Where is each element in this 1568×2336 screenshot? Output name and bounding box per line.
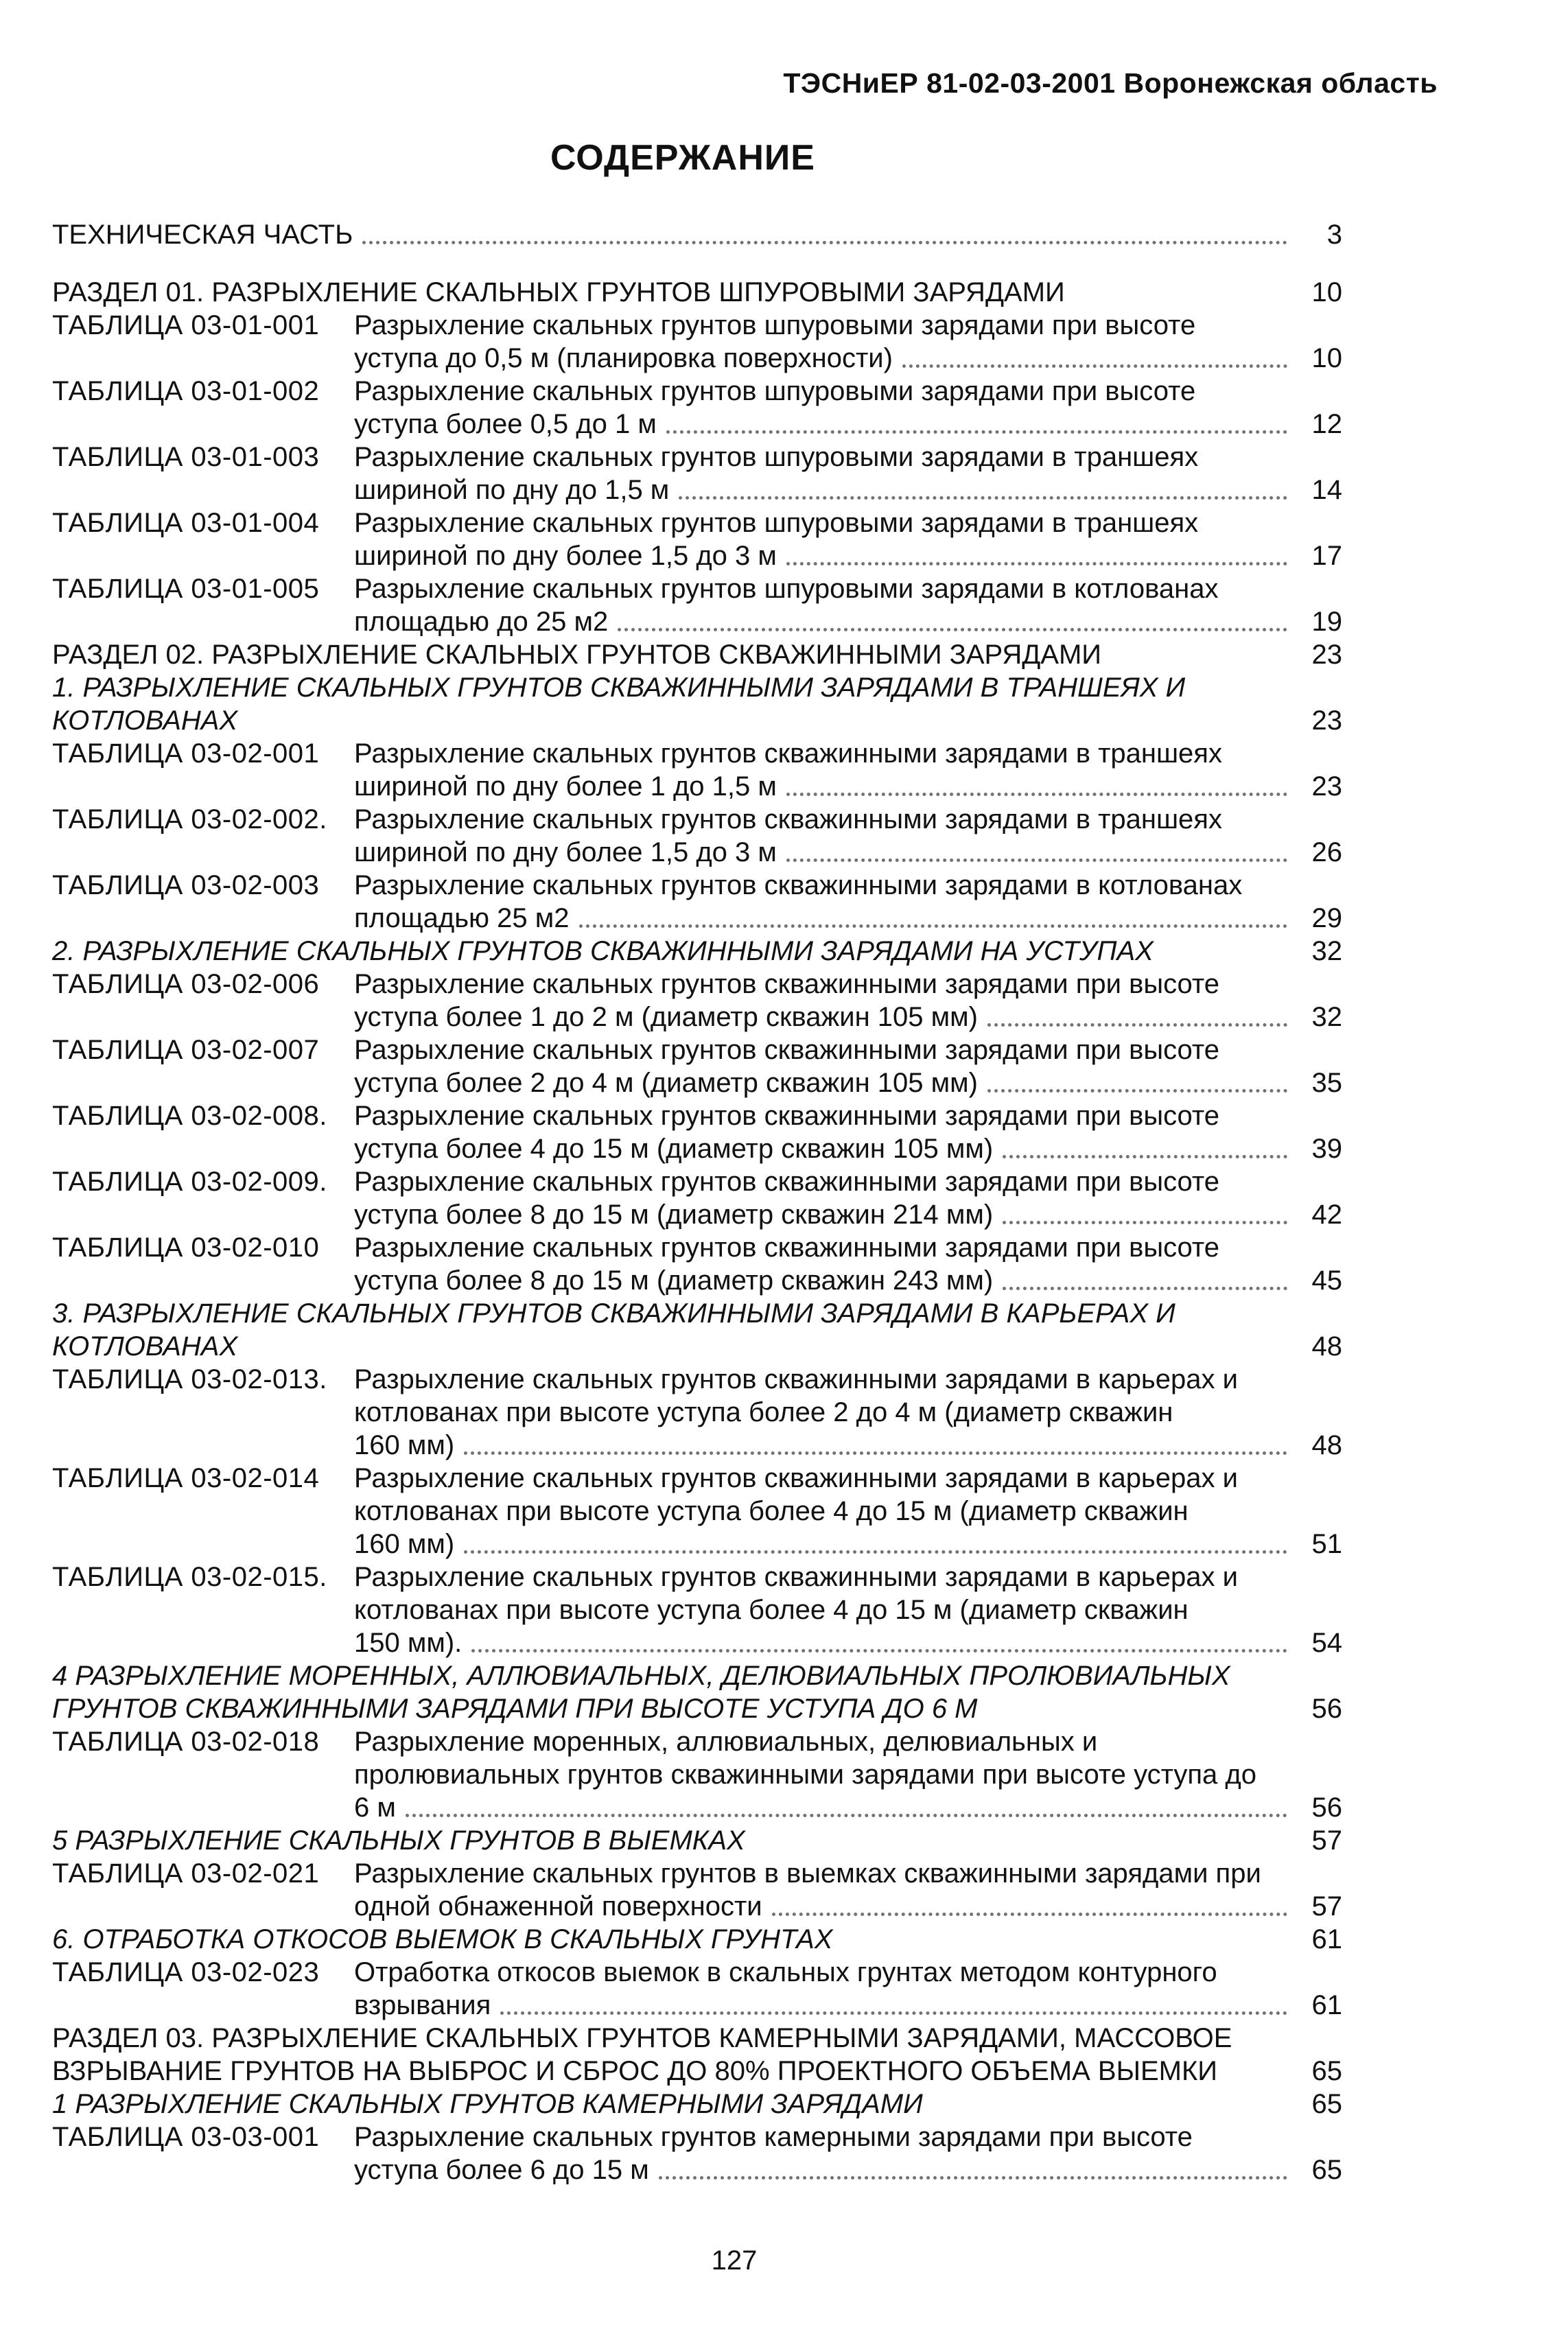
toc-row — [52, 375, 1342, 441]
dot-leader — [659, 2176, 1287, 2180]
table-title-line: Разрыхление скальных грунтов скважинными зарядами в траншеях — [354, 804, 1222, 834]
table-entry — [354, 441, 1342, 506]
table-entry — [354, 737, 1342, 803]
toc-entry-text: 160 мм) — [354, 1529, 455, 1559]
toc-page-number: 42 — [1311, 1200, 1342, 1230]
toc-page-number: 23 — [1311, 771, 1342, 802]
toc-entry-text: 6. ОТРАБОТКА ОТКОСОВ ВЫЕМОК В СКАЛЬНЫХ ГРУНТАХ — [52, 1924, 833, 1954]
subsection-heading — [52, 671, 1342, 737]
table-label: ТАБЛИЦА 03-02-006 — [52, 969, 320, 999]
table-entry — [354, 1725, 1342, 1824]
table-entry — [354, 506, 1342, 572]
dot-leader — [464, 1451, 1287, 1455]
toc-page-number: 29 — [1311, 903, 1342, 933]
subsection-heading-line: 3. РАЗРЫХЛЕНИЕ СКАЛЬНЫХ ГРУНТОВ СКВАЖИННЫМИ ЗАРЯДАМИ В КАРЬЕРАХ И — [52, 1298, 1175, 1329]
table-label: ТАБЛИЦА 03-02-007 — [52, 1035, 320, 1065]
table-label: ТАБЛИЦА 03-02-018 — [52, 1727, 320, 1757]
toc-row — [52, 803, 1342, 869]
toc-last-line — [354, 1989, 1342, 2022]
table-entry — [354, 375, 1342, 441]
toc-page-number: 14 — [1311, 475, 1342, 505]
table-title-line: Разрыхление скальных грунтов в выемках скважинными зарядами при — [354, 1858, 1261, 1889]
toc-line — [52, 1923, 1342, 1956]
toc-line — [52, 935, 1342, 968]
toc-row — [52, 1165, 1342, 1231]
toc-page-number: 61 — [1311, 1924, 1342, 1954]
table-entry — [354, 2121, 1342, 2186]
toc-row — [52, 968, 1342, 1033]
toc-entry-text: взрывания — [354, 1990, 491, 2020]
toc-line — [52, 1330, 1342, 1363]
table-title-line: Разрыхление скальных грунтов скважинными зарядами в карьерах и — [354, 1562, 1238, 1592]
toc-row — [52, 1561, 1342, 1659]
toc-line — [52, 704, 1342, 737]
toc-entry-text: уступа более 8 до 15 м (диаметр скважин 243 мм) — [354, 1265, 994, 1296]
dot-leader — [500, 2011, 1287, 2015]
table-title-line: Разрыхление скальных грунтов шпуровыми зарядами в котлованах — [354, 574, 1219, 604]
toc-row — [52, 2121, 1342, 2186]
toc-page-number: 10 — [1311, 277, 1342, 307]
toc-last-line — [354, 770, 1342, 803]
toc-page-number: 39 — [1311, 1134, 1342, 1164]
table-label: ТАБЛИЦА 03-02-009. — [52, 1167, 327, 1197]
table-label: ТАБЛИЦА 03-01-001 — [52, 310, 320, 340]
table-label: ТАБЛИЦА 03-02-001 — [52, 738, 320, 769]
toc-last-line — [354, 408, 1342, 441]
toc-entry-text: КОТЛОВАНАХ — [52, 1331, 238, 1362]
table-title-line: Разрыхление скальных грунтов камерными зарядами при высоте — [354, 2122, 1193, 2152]
table-label: ТАБЛИЦА 03-02-021 — [52, 1858, 320, 1889]
toc-row — [52, 935, 1342, 968]
toc-page-number: 45 — [1311, 1265, 1342, 1296]
toc-row — [52, 737, 1342, 803]
table-entry — [354, 1956, 1342, 2022]
table-title-line: Разрыхление скальных грунтов скважинными зарядами в карьерах и — [354, 1364, 1238, 1394]
toc-entry — [52, 218, 1342, 251]
toc-row — [52, 1956, 1342, 2022]
toc-page-number: 35 — [1311, 1068, 1342, 1098]
toc-page-number: 23 — [1311, 640, 1342, 670]
table-entry — [354, 1857, 1342, 1923]
toc-row — [52, 638, 1342, 671]
toc-last-line — [354, 1528, 1342, 1561]
subsection-heading-line: 4 РАЗРЫХЛЕНИЕ МОРЕННЫХ, АЛЛЮВИАЛЬНЫХ, ДЕЛЮВИАЛЬНЫХ ПРОЛЮВИАЛЬНЫХ — [52, 1661, 1230, 1691]
dot-leader — [786, 859, 1287, 862]
toc-row — [52, 1923, 1342, 1956]
page-number: 127 — [711, 2245, 758, 2276]
toc-entry-text: 6 м — [354, 1792, 396, 1823]
table-label: ТАБЛИЦА 03-01-004 — [52, 508, 320, 538]
dot-leader — [786, 562, 1287, 565]
toc-page-number: 32 — [1311, 936, 1342, 966]
toc-row — [52, 276, 1342, 309]
dot-leader — [987, 1089, 1287, 1093]
toc-row — [52, 869, 1342, 935]
toc-entry-text: уступа более 0,5 до 1 м — [354, 409, 657, 439]
toc-row — [52, 1297, 1342, 1363]
toc-row — [52, 218, 1342, 251]
dot-leader — [362, 241, 1287, 244]
toc-page-number: 65 — [1311, 2056, 1342, 2086]
table-title-line: Разрыхление скальных грунтов шпуровыми зарядами при высоте — [354, 376, 1196, 406]
section-heading — [52, 2022, 1342, 2088]
toc-page-number: 48 — [1311, 1331, 1342, 1362]
table-entry — [354, 1363, 1342, 1462]
toc-row — [52, 1231, 1342, 1297]
toc-row — [52, 1462, 1342, 1561]
table-title-line: Разрыхление скальных грунтов скважинными зарядами при высоте — [354, 1167, 1219, 1197]
table-entry — [354, 572, 1342, 638]
toc-last-line — [354, 1791, 1342, 1824]
table-label: ТАБЛИЦА 03-02-023 — [52, 1957, 320, 1987]
toc-last-line — [354, 1429, 1342, 1462]
page-title: СОДЕРЖАНИЕ — [550, 138, 815, 178]
toc-page-number: 26 — [1311, 837, 1342, 867]
toc-row — [52, 1857, 1342, 1923]
dot-leader — [1003, 1155, 1287, 1158]
section-heading — [52, 276, 1342, 309]
dot-leader — [618, 628, 1287, 631]
table-title-line: Разрыхление скальных грунтов скважинными зарядами в котлованах — [354, 870, 1243, 900]
table-label: ТАБЛИЦА 03-02-015. — [52, 1562, 327, 1592]
section-heading-line: РАЗДЕЛ 03. РАЗРЫХЛЕНИЕ СКАЛЬНЫХ ГРУНТОВ КАМЕРНЫМИ ЗАРЯДАМИ, МАССОВОЕ — [52, 2023, 1232, 2053]
toc-page-number: 12 — [1311, 409, 1342, 439]
toc-row — [52, 309, 1342, 375]
table-label: ТАБЛИЦА 03-02-014 — [52, 1463, 320, 1493]
subsection-heading-line: 1. РАЗРЫХЛЕНИЕ СКАЛЬНЫХ ГРУНТОВ СКВАЖИННЫМИ ЗАРЯДАМИ В ТРАНШЕЯХ И — [52, 673, 1186, 703]
toc-last-line — [354, 474, 1342, 506]
table-entry — [354, 1231, 1342, 1297]
toc-last-line — [354, 1198, 1342, 1231]
toc-last-line — [354, 539, 1342, 572]
table-entry — [354, 968, 1342, 1033]
toc-entry-text: 5 РАЗРЫХЛЕНИЕ СКАЛЬНЫХ ГРУНТОВ В ВЫЕМКАХ — [52, 1825, 745, 1856]
table-entry — [354, 1462, 1342, 1561]
table-entry — [354, 1165, 1342, 1231]
toc-entry-text: уступа более 4 до 15 м (диаметр скважин 105 мм) — [354, 1134, 994, 1164]
table-title-line: Разрыхление скальных грунтов шпуровыми зарядами в траншеях — [354, 442, 1199, 472]
toc-page-number: 65 — [1311, 2155, 1342, 2185]
table-label: ТАБЛИЦА 03-01-003 — [52, 442, 320, 472]
toc-line — [52, 276, 1342, 309]
toc-entry-text: ВЗРЫВАНИЕ ГРУНТОВ НА ВЫБРОС И СБРОС ДО 80% ПРОЕКТНОГО ОБЪЕМА ВЫЕМКИ — [52, 2056, 1218, 2086]
toc-last-line — [354, 1264, 1342, 1297]
toc-page-number: 57 — [1311, 1891, 1342, 1922]
toc-row — [52, 1725, 1342, 1824]
toc-page-number: 10 — [1311, 343, 1342, 373]
toc-page-number: 54 — [1311, 1628, 1342, 1658]
toc-last-line — [354, 1626, 1342, 1659]
dot-leader — [772, 1913, 1287, 1916]
toc-page-number: 56 — [1311, 1792, 1342, 1823]
section-heading — [52, 638, 1342, 671]
toc-line — [52, 2088, 1342, 2121]
table-entry — [354, 869, 1342, 935]
table-title-line: Разрыхление скальных грунтов скважинными зарядами при высоте — [354, 1233, 1219, 1263]
table-title-line: Отработка откосов выемок в скальных грунтах методом контурного — [354, 1957, 1217, 1987]
toc-entry-text: уступа более 1 до 2 м (диаметр скважин 105 мм) — [354, 1002, 978, 1032]
toc-entry-text: ГРУНТОВ СКВАЖИННЫМИ ЗАРЯДАМИ ПРИ ВЫСОТЕ УСТУПА ДО 6 М — [52, 1694, 978, 1724]
toc-entry-text: шириной по дну более 1,5 до 3 м — [354, 837, 777, 867]
toc-entry-text: шириной по дну более 1,5 до 3 м — [354, 541, 777, 571]
toc-row — [52, 1824, 1342, 1857]
toc-entry-text: 1 РАЗРЫХЛЕНИЕ СКАЛЬНЫХ ГРУНТОВ КАМЕРНЫМИ ЗАРЯДАМИ — [52, 2089, 923, 2119]
toc-entry-text: РАЗДЕЛ 01. РАЗРЫХЛЕНИЕ СКАЛЬНЫХ ГРУНТОВ ШПУРОВЫМИ ЗАРЯДАМИ — [52, 277, 1065, 307]
dot-leader — [471, 1649, 1287, 1652]
table-title-line: Разрыхление скальных грунтов скважинными зарядами в траншеях — [354, 738, 1222, 769]
toc-page-number: 19 — [1311, 607, 1342, 637]
toc-last-line — [354, 1890, 1342, 1923]
toc-last-line — [354, 902, 1342, 935]
toc-page-number: 57 — [1311, 1825, 1342, 1856]
toc-page-number: 23 — [1311, 705, 1342, 736]
toc-entry-label: ТЕХНИЧЕСКАЯ ЧАСТЬ — [52, 220, 353, 250]
toc-entry-text: 160 мм) — [354, 1430, 455, 1460]
table-label: ТАБЛИЦА 03-02-013. — [52, 1364, 327, 1394]
toc-entry-text: уступа более 8 до 15 м (диаметр скважин 214 мм) — [354, 1200, 994, 1230]
toc-entry-text: уступа более 2 до 4 м (диаметр скважин 105 мм) — [354, 1068, 978, 1098]
dot-leader — [464, 1550, 1287, 1554]
toc-entry-text: КОТЛОВАНАХ — [52, 705, 238, 736]
toc-last-line — [354, 1066, 1342, 1099]
dot-leader — [679, 496, 1287, 500]
table-of-contents — [52, 218, 1342, 2186]
toc-entry-text: РАЗДЕЛ 02. РАЗРЫХЛЕНИЕ СКАЛЬНЫХ ГРУНТОВ СКВАЖИННЫМИ ЗАРЯДАМИ — [52, 640, 1102, 670]
table-title-line: котлованах при высоте уступа более 4 до 15 м (диаметр скважин — [354, 1595, 1189, 1625]
toc-row — [52, 2088, 1342, 2121]
table-title-line: Разрыхление скальных грунтов шпуровыми зарядами при высоте — [354, 310, 1196, 340]
dot-leader — [406, 1814, 1287, 1817]
subsection-heading — [52, 935, 1342, 968]
table-label: ТАБЛИЦА 03-01-005 — [52, 574, 320, 604]
dot-leader — [579, 924, 1288, 928]
table-title-line: Разрыхление скальных грунтов скважинными зарядами при высоте — [354, 969, 1219, 999]
table-label: ТАБЛИЦА 03-02-008. — [52, 1101, 327, 1131]
table-label: ТАБЛИЦА 03-01-002 — [52, 376, 320, 406]
subsection-heading — [52, 1297, 1342, 1363]
toc-row — [52, 2022, 1342, 2088]
toc-last-line — [354, 836, 1342, 869]
table-entry — [354, 803, 1342, 869]
toc-entry-text: уступа более 6 до 15 м — [354, 2155, 649, 2185]
toc-page-number: 51 — [1311, 1529, 1342, 1559]
table-label: ТАБЛИЦА 03-02-002. — [52, 804, 327, 834]
toc-page-number: 48 — [1311, 1430, 1342, 1460]
table-title-line: Разрыхление скальных грунтов скважинными зарядами в карьерах и — [354, 1463, 1238, 1493]
table-label: ТАБЛИЦА 03-02-003 — [52, 870, 320, 900]
toc-last-line — [354, 2153, 1342, 2186]
toc-entry-text: шириной по дну более 1 до 1,5 м — [354, 771, 777, 802]
toc-line — [52, 2055, 1342, 2088]
table-title-line: Разрыхление скальных грунтов шпуровыми зарядами в траншеях — [354, 508, 1199, 538]
table-label: ТАБЛИЦА 03-02-010 — [52, 1233, 320, 1263]
dot-leader — [666, 430, 1287, 434]
toc-last-line — [354, 1001, 1342, 1033]
toc-last-line — [354, 342, 1342, 375]
toc-page-number: 61 — [1311, 1990, 1342, 2020]
subsection-heading — [52, 1923, 1342, 1956]
table-title-line: Разрыхление скальных грунтов скважинными зарядами при высоте — [354, 1101, 1219, 1131]
table-entry — [354, 1033, 1342, 1099]
toc-entry-text: площадью до 25 м2 — [354, 607, 609, 637]
toc-entry-text: 2. РАЗРЫХЛЕНИЕ СКАЛЬНЫХ ГРУНТОВ СКВАЖИННЫМИ ЗАРЯДАМИ НА УСТУПАХ — [52, 936, 1154, 966]
toc-page-number: 32 — [1311, 1002, 1342, 1032]
toc-page-number: 3 — [1326, 220, 1342, 250]
table-title-line: пролювиальных грунтов скважинными зарядами при высоте уступа до — [354, 1760, 1256, 1790]
toc-entry-text: площадью 25 м2 — [354, 903, 570, 933]
toc-row — [52, 506, 1342, 572]
table-entry — [354, 1099, 1342, 1165]
subsection-heading — [52, 2088, 1342, 2121]
table-entry — [354, 309, 1342, 375]
toc-entry-text: уступа до 0,5 м (планировка поверхности) — [354, 343, 893, 373]
toc-entry-text: шириной по дну до 1,5 м — [354, 475, 670, 505]
toc-row — [52, 1033, 1342, 1099]
document-code-header: ТЭСНиЕР 81-02-03-2001 Воронежская область — [783, 67, 1438, 99]
subsection-heading — [52, 1659, 1342, 1725]
toc-row — [52, 671, 1342, 737]
dot-leader — [1003, 1221, 1287, 1224]
toc-last-line — [354, 605, 1342, 638]
subsection-heading — [52, 1824, 1342, 1857]
table-title-line: котлованах при высоте уступа более 4 до 15 м (диаметр скважин — [354, 1496, 1189, 1526]
table-label: ТАБЛИЦА 03-03-001 — [52, 2122, 320, 2152]
toc-row — [52, 572, 1342, 638]
toc-page-number: 65 — [1311, 2089, 1342, 2119]
dot-leader — [987, 1023, 1287, 1027]
toc-row — [52, 1363, 1342, 1462]
toc-line — [52, 1824, 1342, 1857]
toc-row — [52, 1099, 1342, 1165]
table-title-line: Разрыхление скальных грунтов скважинными зарядами при высоте — [354, 1035, 1219, 1065]
table-entry — [354, 1561, 1342, 1659]
toc-page-number: 56 — [1311, 1694, 1342, 1724]
table-title-line: Разрыхление моренных, аллювиальных, делювиальных и — [354, 1727, 1098, 1757]
toc-page-number: 17 — [1311, 541, 1342, 571]
toc-entry-text: 150 мм). — [354, 1628, 463, 1658]
dot-leader — [786, 793, 1287, 796]
dot-leader — [1003, 1287, 1287, 1290]
toc-last-line — [354, 1132, 1342, 1165]
table-title-line: котлованах при высоте уступа более 2 до 4 м (диаметр скважин — [354, 1397, 1173, 1427]
toc-row — [52, 441, 1342, 506]
toc-row — [52, 1659, 1342, 1725]
toc-entry-text: одной обнаженной поверхности — [354, 1891, 762, 1922]
toc-line — [52, 1692, 1342, 1725]
toc-line — [52, 638, 1342, 671]
dot-leader — [902, 364, 1287, 368]
